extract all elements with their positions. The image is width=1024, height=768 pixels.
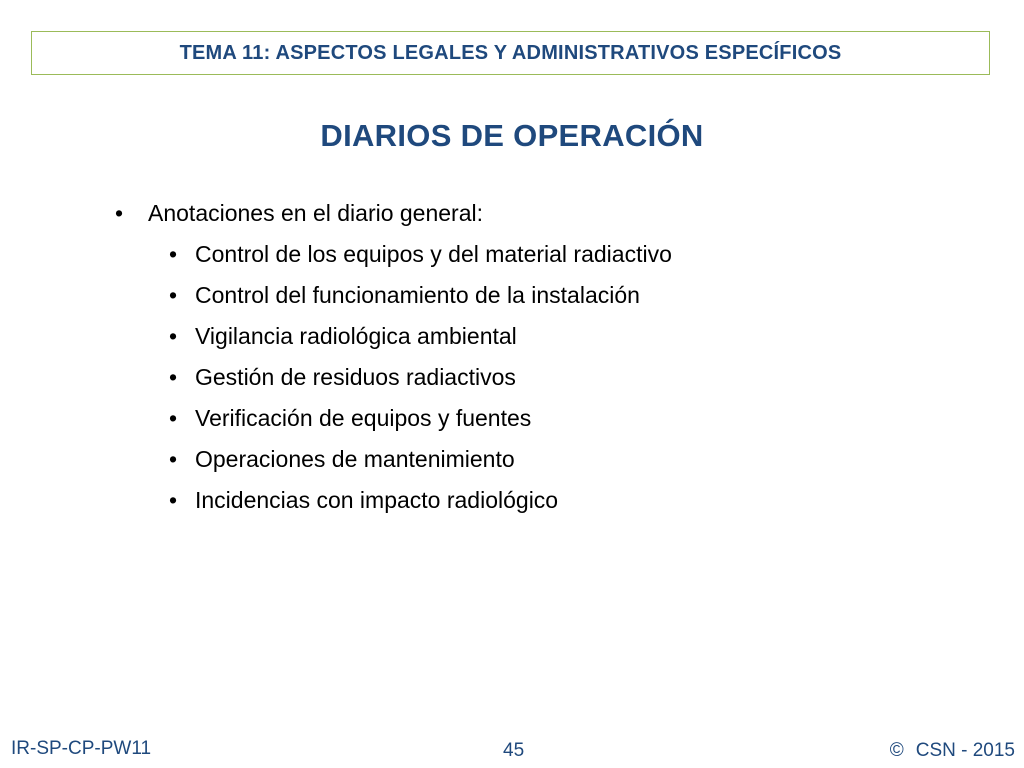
main-bullet: [114, 200, 483, 227]
page-number: 45: [503, 740, 525, 761]
sub-bullet-text: Control de los equipos y del material radiactivo: [195, 241, 672, 267]
bullet-icon: •: [114, 200, 124, 226]
sub-bullet-text: Operaciones de mantenimiento: [195, 446, 515, 472]
footer-code: IR-SP-CP-PW11: [11, 738, 152, 759]
footer-copyright: [890, 740, 1015, 762]
sub-bullet: [168, 446, 515, 473]
sub-bullet: [168, 323, 517, 350]
copyright-text: CSN - 2015: [915, 740, 1015, 761]
sub-bullet: [168, 282, 640, 309]
bullet-icon: •: [168, 282, 178, 308]
bullet-icon: •: [168, 323, 178, 349]
slide-title: DIARIOS DE OPERACIÓN: [320, 118, 704, 153]
bullet-icon: •: [168, 405, 178, 431]
sub-bullet-text: Verificación de equipos y fuentes: [195, 405, 532, 431]
bullet-icon: •: [168, 446, 178, 472]
header-banner: [31, 31, 990, 75]
sub-bullet: [168, 364, 516, 391]
sub-bullet: [168, 487, 558, 514]
bullet-icon: •: [168, 364, 178, 390]
sub-bullet-text: Vigilancia radiológica ambiental: [195, 323, 517, 349]
sub-bullet-text: Gestión de residuos radiactivos: [195, 364, 516, 390]
bullet-icon: •: [168, 241, 178, 267]
header-title: TEMA 11: ASPECTOS LEGALES Y ADMINISTRATIVOS ESPECÍFICOS: [179, 41, 842, 64]
bullet-icon: •: [168, 487, 178, 513]
sub-bullet: [168, 405, 531, 432]
sub-bullet-text: Incidencias con impacto radiológico: [195, 487, 559, 513]
copyright-icon: ©: [889, 740, 904, 761]
sub-bullet-text: Control del funcionamiento de la instalación: [195, 282, 640, 308]
sub-bullet: [168, 241, 672, 268]
main-bullet-text: Anotaciones en el diario general:: [148, 200, 484, 226]
